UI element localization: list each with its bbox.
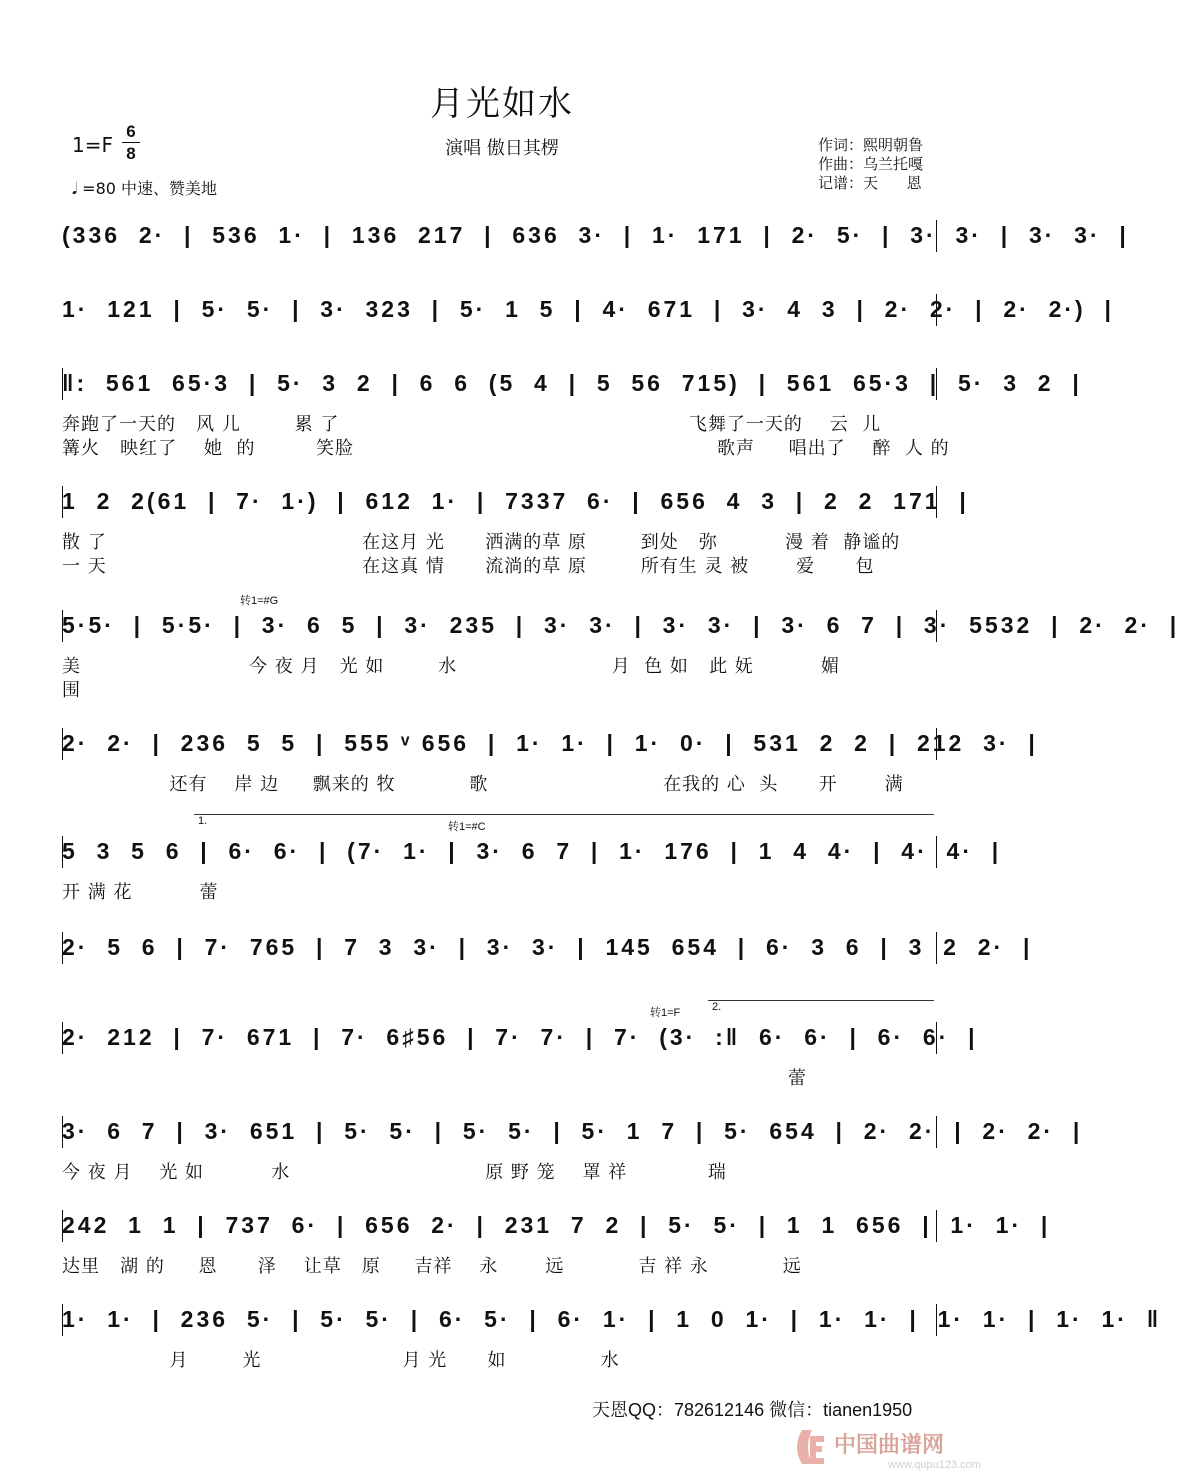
barline bbox=[936, 728, 937, 760]
lyric-line: 奔跑了一天的 风 儿 累 了 飞舞了一天的 云 儿 bbox=[62, 414, 882, 435]
barline bbox=[62, 1304, 63, 1336]
volta-bracket bbox=[708, 1000, 934, 1011]
lyric-line: 美 今 夜 月 光 如 水 月 色 如 此 妩 媚 bbox=[62, 656, 841, 677]
barline bbox=[936, 294, 937, 326]
notation-text: 3· 6 7 | 3· 651 | 5· 5· | 5· 5· | 5· 1 7 | 5· 654 | 2· 2· | 2· 2· | bbox=[62, 1118, 1083, 1144]
volta-label: 1. bbox=[198, 815, 208, 827]
lyric-line: 蕾 bbox=[62, 1068, 807, 1089]
staff-line-8 bbox=[62, 928, 1033, 968]
contact-info: 天恩QQ：782612146 微信：tianen1950 bbox=[592, 1400, 913, 1420]
watermark-logo-icon bbox=[790, 1422, 990, 1472]
notation-text: 1· 121 | 5· 5· | 3· 323 | 5· 1 5 | 4· 671 | 3· 4 3 | 2· 2· | 2· 2·) | bbox=[62, 296, 1114, 322]
lyric-line: 开 满 花 蕾 bbox=[62, 882, 219, 903]
staff-line-9 bbox=[62, 1018, 978, 1058]
lyric-line: 围 bbox=[62, 680, 81, 701]
barline bbox=[62, 728, 63, 760]
lyric-line: 今 夜 月 光 如 水 原 野 笼 罩 祥 瑞 bbox=[62, 1162, 727, 1183]
staff-line-6 bbox=[62, 724, 1038, 764]
barline bbox=[936, 1116, 937, 1148]
barline bbox=[62, 368, 63, 400]
watermark-url: www.qupu123.com bbox=[888, 1459, 981, 1471]
barline bbox=[936, 1022, 937, 1054]
volta-label: 2. bbox=[712, 1001, 722, 1013]
barline bbox=[62, 486, 63, 518]
barline bbox=[936, 1304, 937, 1336]
staff-line-12 bbox=[62, 1300, 1162, 1340]
staff-line-2 bbox=[62, 290, 1114, 330]
lyric-line: 达里 湖 的 恩 泽 让草 原 吉祥 永 远 吉 祥 永 远 bbox=[62, 1256, 802, 1277]
lyric-line: 散 了 在这月 光 洒满的草 原 到处 弥 漫 着 静谧的 bbox=[62, 532, 901, 553]
barline bbox=[62, 1022, 63, 1054]
barline bbox=[936, 368, 937, 400]
barline bbox=[936, 932, 937, 964]
lyric-line: 月 光 月 光 如 水 bbox=[62, 1350, 620, 1371]
barline bbox=[62, 610, 63, 642]
singer-credit: 演唱 傲日其楞 bbox=[445, 138, 559, 159]
key-change-marker: 转1=#C bbox=[448, 821, 486, 833]
barline bbox=[936, 486, 937, 518]
barline bbox=[62, 932, 63, 964]
staff-line-3 bbox=[62, 364, 1082, 404]
staff-line-7 bbox=[62, 832, 1002, 872]
barline bbox=[936, 220, 937, 252]
barline bbox=[936, 836, 937, 868]
staff-line-10 bbox=[62, 1112, 1083, 1152]
notation-text: 2· 2· | 236 5 5 | 555 ᵛ 656 | 1· 1· | 1· 0· | 531 2 2 | 212 3· | bbox=[62, 730, 1038, 756]
time-bottom: 8 bbox=[126, 144, 136, 163]
notation-text: 242 1 1 | 737 6· | 656 2· | 231 7 2 | 5· 5· | 1 1 656 | 1· 1· | bbox=[62, 1212, 1051, 1238]
barline bbox=[62, 1210, 63, 1242]
notation-text: 5 3 5 6 | 6· 6· | (7· 1· | 3· 6 7 | 1· 176 | 1 4 4· | 4· 4· | bbox=[62, 838, 1002, 864]
notation-text: (336 2· | 536 1· | 136 217 | 636 3· | 1· 171 | 2· 5· | 3· 3· | 3· 3· | bbox=[62, 222, 1129, 248]
key-signature: 1=F bbox=[72, 133, 113, 157]
time-top: 6 bbox=[126, 122, 136, 141]
notation-text: 1 2 2(61 | 7· 1·) | 612 1· | 7337 6· | 656 4 3 | 2 2 171 | bbox=[62, 488, 969, 514]
song-title: 月光如水 bbox=[430, 84, 574, 124]
lyric-line: 一 天 在这真 情 流淌的草 原 所有生 灵 被 爱 包 bbox=[62, 556, 875, 577]
tempo-marking: 𝅘𝅥 =80 中速、赞美地 bbox=[72, 179, 218, 198]
staff-line-1 bbox=[62, 216, 1129, 256]
barline bbox=[936, 610, 937, 642]
barline bbox=[936, 1210, 937, 1242]
lyric-line: 篝火 映红了 她 的 笑脸 歌声 唱出了 醉 人 的 bbox=[62, 438, 950, 459]
notation-text: 2· 5 6 | 7· 765 | 7 3 3· | 3· 3· | 145 654 | 6· 3 6 | 3 2 2· | bbox=[62, 934, 1033, 960]
notation-text: 2· 212 | 7· 671 | 7· 6♯56 | 7· 7· | 7· (3· :‖ 6· 6· | 6· 6· | bbox=[62, 1024, 978, 1050]
staff-line-5 bbox=[62, 606, 1179, 646]
barline bbox=[62, 1116, 63, 1148]
volta-bracket bbox=[194, 814, 934, 825]
author-credits: 作词：熙明朝鲁 作曲：乌兰托嘎 记谱：天 恩 bbox=[818, 136, 924, 192]
staff-line-11 bbox=[62, 1206, 1051, 1246]
lyric-line: 还有 岸 边 飘来的 牧 歌 在我的 心 头 开 满 bbox=[62, 774, 904, 795]
watermark-text: 中国曲谱网 bbox=[834, 1432, 945, 1458]
notation-text: 5·5· | 5·5· | 3· 6 5 | 3· 235 | 3· 3· | 3· 3· | 3· 6 7 | 3· 5532 | 2· 2· | bbox=[62, 612, 1179, 638]
key-change-marker: 转1=#G bbox=[240, 595, 279, 607]
notation-text: ‖: 561 65·3 | 5· 3 2 | 6 6 (5 4 | 5 56 715) | 561 65·3 | 5· 3 2 | bbox=[62, 370, 1082, 396]
key-change-marker: 转1=F bbox=[650, 1007, 681, 1019]
notation-text: 1· 1· | 236 5· | 5· 5· | 6· 5· | 6· 1· | 1 0 1· | 1· 1· | 1· 1· | 1· 1· ‖ bbox=[62, 1306, 1162, 1332]
barline bbox=[62, 836, 63, 868]
staff-line-4 bbox=[62, 482, 969, 522]
